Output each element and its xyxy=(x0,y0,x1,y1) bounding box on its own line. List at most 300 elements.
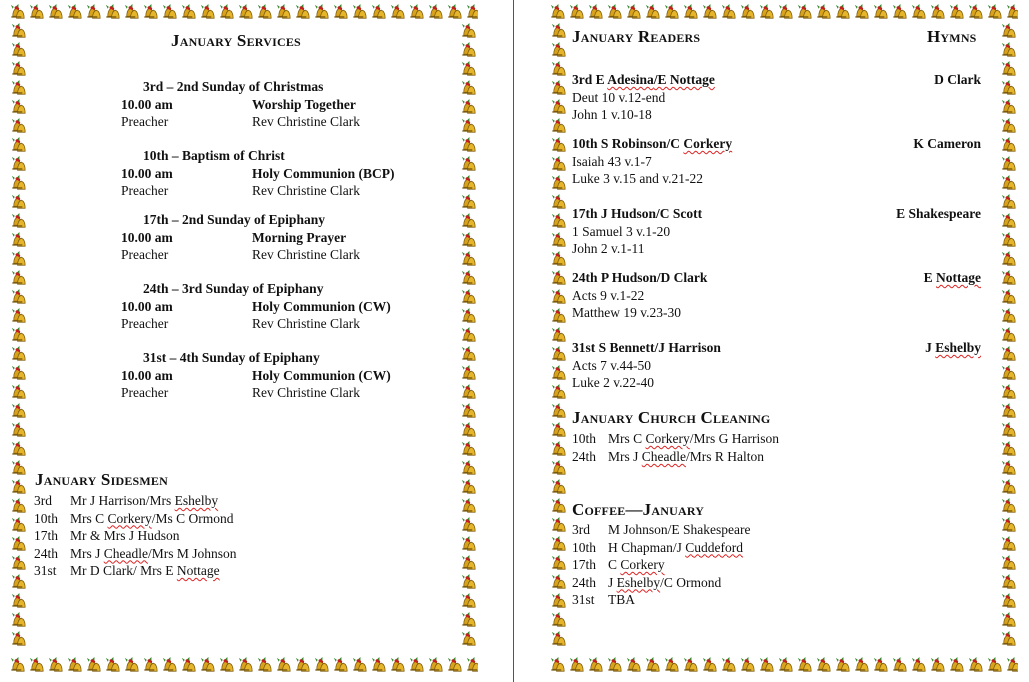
service-heading: 10th – Baptism of Christ xyxy=(143,148,285,163)
holly-bell-icon xyxy=(9,231,28,250)
name-text: Mrs C xyxy=(70,510,108,526)
name-text: /Mrs G Harrison xyxy=(689,431,780,446)
name-spellcheck: Eshelby xyxy=(174,493,219,508)
holly-bell-icon xyxy=(549,535,568,554)
holly-bell-icon xyxy=(388,656,407,675)
january-sidesmen-title: January Sidesmen xyxy=(35,470,168,489)
holly-bell-icon xyxy=(8,3,27,22)
reader-text: 10th S Robinson/C xyxy=(572,136,684,151)
name-spellcheck: Eshelby xyxy=(616,574,661,590)
sidesmen-date: 31st xyxy=(34,563,57,578)
service-name: Holy Communion (CW) xyxy=(252,367,391,383)
service-time: 10.00 am xyxy=(121,367,173,383)
service-role: Preacher xyxy=(121,183,169,198)
coffee-names xyxy=(608,556,665,573)
holly-bell-icon xyxy=(999,573,1018,592)
name-text: /Mrs M Johnson xyxy=(148,545,237,561)
holly-bell-icon xyxy=(549,193,568,212)
holly-bell-icon xyxy=(549,421,568,440)
holly-bell-icon xyxy=(909,656,928,675)
holly-bell-icon xyxy=(84,656,103,675)
holly-bell-icon xyxy=(459,22,478,41)
holly-bell-icon xyxy=(464,656,478,675)
holly-bell-icon xyxy=(9,383,28,402)
holly-bell-icon xyxy=(459,535,478,554)
holly-bell-border-top xyxy=(548,2,1018,22)
holly-bell-icon xyxy=(999,554,1018,573)
coffee-names xyxy=(608,591,635,608)
holly-bell-icon xyxy=(700,3,719,22)
holly-bell-icon xyxy=(459,269,478,288)
holly-bell-icon xyxy=(9,155,28,174)
holly-bell-icon xyxy=(586,3,605,22)
holly-bell-icon xyxy=(776,656,795,675)
holly-bell-icon xyxy=(445,3,464,22)
name-text: Mrs J xyxy=(608,449,642,464)
holly-bell-icon xyxy=(549,269,568,288)
holly-bell-icon xyxy=(890,656,909,675)
holly-bell-icon xyxy=(999,497,1018,516)
holly-bell-icon xyxy=(9,459,28,478)
name-spellcheck: Cheadle xyxy=(103,545,148,561)
reader-text: 3rd E xyxy=(572,72,608,87)
holly-bell-icon xyxy=(999,136,1018,155)
name-text: TBA xyxy=(608,592,635,607)
holly-bell-icon xyxy=(549,554,568,573)
holly-bell-icon xyxy=(999,345,1018,364)
holly-bell-icon xyxy=(757,656,776,675)
holly-bell-icon xyxy=(999,421,1018,440)
holly-bell-icon xyxy=(445,656,464,675)
service-name: Holy Communion (BCP) xyxy=(252,165,395,181)
reading-2: Luke 3 v.15 and v.21-22 xyxy=(572,171,703,186)
holly-bell-icon xyxy=(776,3,795,22)
service-person: Rev Christine Clark xyxy=(252,247,360,262)
hymn-person xyxy=(913,135,981,152)
holly-bell-icon xyxy=(999,307,1018,326)
coffee-date: 10th xyxy=(572,539,597,555)
service-role: Preacher xyxy=(121,316,169,331)
holly-bell-icon xyxy=(459,592,478,611)
sidesmen-names xyxy=(70,527,180,544)
sidesmen-names xyxy=(70,545,237,562)
service-time: 10.00 am xyxy=(121,229,173,245)
holly-bell-icon xyxy=(9,364,28,383)
holly-bell-icon xyxy=(46,3,65,22)
holly-bell-icon xyxy=(999,174,1018,193)
name-text: Mr D Clark/ Mrs E xyxy=(70,563,177,578)
holly-bell-icon xyxy=(549,288,568,307)
holly-bell-icon xyxy=(662,3,681,22)
name-spellcheck: Corkery xyxy=(107,510,152,526)
holly-bell-icon xyxy=(833,656,852,675)
holly-bell-icon xyxy=(928,656,947,675)
holly-bell-icon xyxy=(8,656,27,675)
holly-bell-icon xyxy=(459,212,478,231)
holly-bell-icon xyxy=(236,3,255,22)
holly-bell-icon xyxy=(459,231,478,250)
holly-bell-icon xyxy=(605,656,624,675)
holly-bell-icon xyxy=(160,656,179,675)
cleaning-date: 24th xyxy=(572,449,597,464)
hymn-person xyxy=(896,205,981,222)
name-text: /Mrs R Halton xyxy=(686,449,765,464)
holly-bell-icon xyxy=(549,326,568,345)
sidesmen-date: 24th xyxy=(34,545,59,561)
january-services-title: January Services xyxy=(171,31,301,50)
sidesmen-names xyxy=(70,492,218,509)
holly-bell-icon xyxy=(999,326,1018,345)
holly-bell-icon xyxy=(9,269,28,288)
holly-bell-icon xyxy=(871,656,890,675)
service-heading: 17th – 2nd Sunday of Epiphany xyxy=(143,212,325,227)
sidesmen-date: 3rd xyxy=(34,493,52,508)
january-readers-title: January Readers xyxy=(572,27,701,46)
holly-bell-icon xyxy=(9,630,28,649)
reader-text: 17th J Hudson/C Scott xyxy=(572,206,703,221)
holly-bell-icon xyxy=(549,117,568,136)
service-role: Preacher xyxy=(121,247,169,262)
holly-bell-icon xyxy=(160,3,179,22)
service-role: Preacher xyxy=(121,114,169,129)
holly-bell-icon xyxy=(549,402,568,421)
holly-bell-icon xyxy=(9,212,28,231)
holly-bell-icon xyxy=(459,136,478,155)
holly-bell-icon xyxy=(738,656,757,675)
holly-bell-icon xyxy=(198,656,217,675)
holly-bell-icon xyxy=(549,573,568,592)
coffee-names xyxy=(608,539,743,556)
holly-bell-icon xyxy=(549,440,568,459)
holly-bell-icon xyxy=(999,611,1018,630)
name-text: M Johnson/E Shakespeare xyxy=(608,522,751,537)
holly-bell-icon xyxy=(9,22,28,41)
holly-bell-icon xyxy=(459,79,478,98)
holly-bell-icon xyxy=(947,656,966,675)
holly-bell-icon xyxy=(459,345,478,364)
holly-bell-icon xyxy=(9,41,28,60)
holly-bell-icon xyxy=(999,288,1018,307)
holly-bell-icon xyxy=(122,3,141,22)
holly-bell-icon xyxy=(833,3,852,22)
holly-bell-icon xyxy=(9,497,28,516)
service-time: 10.00 am xyxy=(121,96,173,112)
hymn-spellcheck: Eshelby xyxy=(935,340,981,355)
reader-spellcheck: Adesina xyxy=(607,72,654,87)
holly-bell-icon xyxy=(312,3,331,22)
holly-bell-icon xyxy=(274,3,293,22)
reader-spellcheck: Corkery xyxy=(683,136,733,151)
holly-bell-icon xyxy=(27,656,46,675)
holly-bell-icon xyxy=(700,656,719,675)
holly-bell-icon xyxy=(548,3,567,22)
coffee-date: 17th xyxy=(572,557,597,572)
service-time: 10.00 am xyxy=(121,298,173,314)
holly-bell-border-right xyxy=(458,22,478,654)
reader-text: 31st S Bennett/J Harrison xyxy=(572,340,721,355)
holly-bell-icon xyxy=(459,497,478,516)
holly-bell-icon xyxy=(999,155,1018,174)
holly-bell-icon xyxy=(586,656,605,675)
holly-bell-icon xyxy=(46,656,65,675)
name-spellcheck: Nottage xyxy=(176,563,220,578)
holly-bell-icon xyxy=(999,269,1018,288)
name-text: C xyxy=(608,557,621,572)
holly-bell-icon xyxy=(426,656,445,675)
holly-bell-icon xyxy=(9,136,28,155)
holly-bell-icon xyxy=(999,478,1018,497)
coffee-date: 3rd xyxy=(572,522,590,537)
hymn-text: E Shakespeare xyxy=(896,206,981,221)
holly-bell-icon xyxy=(814,3,833,22)
holly-bell-icon xyxy=(624,656,643,675)
holly-bell-icon xyxy=(459,611,478,630)
reading-2: John 1 v.10-18 xyxy=(572,107,652,122)
holly-bell-icon xyxy=(407,3,426,22)
holly-bell-border-bottom xyxy=(8,655,478,675)
holly-bell-icon xyxy=(9,535,28,554)
page-divider xyxy=(513,0,514,682)
coffee-names xyxy=(608,521,750,538)
holly-bell-icon xyxy=(369,656,388,675)
name-text: /Ms C Ormond xyxy=(151,510,234,526)
holly-bell-icon xyxy=(9,250,28,269)
name-text: Mrs J xyxy=(70,545,104,561)
holly-bell-icon xyxy=(459,516,478,535)
service-name: Morning Prayer xyxy=(252,229,347,245)
name-text: /C Ormond xyxy=(660,574,722,590)
holly-bell-icon xyxy=(643,3,662,22)
holly-bell-icon xyxy=(9,98,28,117)
holly-bell-icon xyxy=(198,3,217,22)
holly-bell-icon xyxy=(9,402,28,421)
service-time: 10.00 am xyxy=(121,165,173,181)
reader-names xyxy=(572,339,721,356)
holly-bell-icon xyxy=(999,516,1018,535)
holly-bell-icon xyxy=(549,630,568,649)
holly-bell-icon xyxy=(999,402,1018,421)
holly-bell-icon xyxy=(369,3,388,22)
holly-bell-icon xyxy=(9,573,28,592)
coffee-date: 24th xyxy=(572,574,597,590)
holly-bell-icon xyxy=(9,60,28,79)
holly-bell-icon xyxy=(947,3,966,22)
reader-names xyxy=(572,71,715,88)
holly-bell-icon xyxy=(9,611,28,630)
holly-bell-icon xyxy=(331,656,350,675)
holly-bell-icon xyxy=(84,3,103,22)
cleaning-date: 10th xyxy=(572,431,597,446)
holly-bell-icon xyxy=(274,656,293,675)
holly-bell-icon xyxy=(999,535,1018,554)
holly-bell-icon xyxy=(624,3,643,22)
holly-bell-icon xyxy=(999,364,1018,383)
service-person: Rev Christine Clark xyxy=(252,114,360,129)
holly-bell-icon xyxy=(459,478,478,497)
service-name: Worship Together xyxy=(252,96,356,112)
service-heading: 3rd – 2nd Sunday of Christmas xyxy=(143,79,324,94)
holly-bell-icon xyxy=(65,656,84,675)
reading-1: Isaiah 43 v.1-7 xyxy=(572,153,652,169)
holly-bell-icon xyxy=(890,3,909,22)
holly-bell-icon xyxy=(719,656,738,675)
holly-bell-icon xyxy=(549,459,568,478)
holly-bell-icon xyxy=(985,3,1004,22)
holly-bell-icon xyxy=(966,3,985,22)
right-page xyxy=(534,0,1029,682)
holly-bell-icon xyxy=(549,307,568,326)
holly-bell-icon xyxy=(426,3,445,22)
holly-bell-icon xyxy=(459,60,478,79)
holly-bell-icon xyxy=(459,307,478,326)
holly-bell-icon xyxy=(388,3,407,22)
reading-2: Matthew 19 v.23-30 xyxy=(572,305,681,320)
holly-bell-icon xyxy=(459,402,478,421)
holly-bell-icon xyxy=(459,459,478,478)
reading-2: Luke 2 v.22-40 xyxy=(572,375,654,390)
name-spellcheck: Cheadle xyxy=(641,449,686,464)
holly-bell-icon xyxy=(549,22,568,41)
hymn-person xyxy=(934,71,981,88)
reading-2: John 2 v.1-11 xyxy=(572,241,645,256)
holly-bell-icon xyxy=(549,79,568,98)
holly-bell-icon xyxy=(459,573,478,592)
holly-bell-icon xyxy=(548,656,567,675)
holly-bell-icon xyxy=(549,41,568,60)
holly-bell-icon xyxy=(757,3,776,22)
holly-bell-icon xyxy=(662,656,681,675)
holly-bell-icon xyxy=(9,345,28,364)
january-church-cleaning-title: January Church Cleaning xyxy=(572,408,771,427)
holly-bell-icon xyxy=(27,3,46,22)
holly-bell-icon xyxy=(459,41,478,60)
holly-bell-icon xyxy=(9,592,28,611)
holly-bell-icon xyxy=(999,440,1018,459)
holly-bell-icon xyxy=(179,3,198,22)
holly-bell-icon xyxy=(179,656,198,675)
coffee-date: 31st xyxy=(572,592,595,607)
holly-bell-icon xyxy=(549,155,568,174)
holly-bell-icon xyxy=(407,656,426,675)
holly-bell-icon xyxy=(9,554,28,573)
holly-bell-icon xyxy=(9,193,28,212)
holly-bell-border-top xyxy=(8,2,478,22)
name-text: Mr & Mrs J Hudson xyxy=(70,528,180,543)
reading-1: Acts 9 v.1-22 xyxy=(572,287,645,303)
name-text: Mrs C xyxy=(608,431,646,446)
holly-bell-icon xyxy=(459,155,478,174)
holly-bell-icon xyxy=(464,3,478,22)
holly-bell-icon xyxy=(9,174,28,193)
holly-bell-icon xyxy=(549,364,568,383)
holly-bell-icon xyxy=(999,592,1018,611)
holly-bell-icon xyxy=(567,656,586,675)
holly-bell-icon xyxy=(928,3,947,22)
holly-bell-icon xyxy=(459,174,478,193)
holly-bell-icon xyxy=(350,656,369,675)
cleaning-names xyxy=(608,448,764,465)
holly-bell-icon xyxy=(459,630,478,649)
holly-bell-icon xyxy=(999,41,1018,60)
holly-bell-icon xyxy=(255,3,274,22)
holly-bell-icon xyxy=(999,193,1018,212)
holly-bell-icon xyxy=(549,98,568,117)
holly-bell-icon xyxy=(549,136,568,155)
holly-bell-icon xyxy=(999,383,1018,402)
reading-1: 1 Samuel 3 v.1-20 xyxy=(572,223,671,239)
coffee-names xyxy=(608,574,721,591)
holly-bell-icon xyxy=(459,117,478,136)
holly-bell-border-bottom xyxy=(548,655,1018,675)
holly-bell-icon xyxy=(966,656,985,675)
coffee-january-title: Coffee—January xyxy=(572,500,705,519)
holly-bell-icon xyxy=(852,3,871,22)
holly-bell-icon xyxy=(549,478,568,497)
holly-bell-icon xyxy=(999,117,1018,136)
service-person: Rev Christine Clark xyxy=(252,316,360,331)
holly-bell-icon xyxy=(9,440,28,459)
holly-bell-icon xyxy=(999,212,1018,231)
reading-1: Deut 10 v.12-end xyxy=(572,89,666,105)
reader-names xyxy=(572,135,732,152)
holly-bell-icon xyxy=(217,3,236,22)
holly-bell-icon xyxy=(103,3,122,22)
holly-bell-icon xyxy=(985,656,1004,675)
hymn-person xyxy=(925,339,981,356)
holly-bell-icon xyxy=(9,288,28,307)
holly-bell-icon xyxy=(999,79,1018,98)
sidesmen-names xyxy=(70,562,220,579)
holly-bell-icon xyxy=(549,516,568,535)
reader-names xyxy=(572,205,702,222)
holly-bell-icon xyxy=(567,3,586,22)
holly-bell-icon xyxy=(459,440,478,459)
holly-bell-icon xyxy=(681,656,700,675)
holly-bell-icon xyxy=(795,656,814,675)
holly-bell-icon xyxy=(459,554,478,573)
holly-bell-icon xyxy=(459,98,478,117)
holly-bell-icon xyxy=(1004,3,1018,22)
reader-text: 24th P Hudson/D Clark xyxy=(572,270,708,285)
holly-bell-icon xyxy=(999,250,1018,269)
service-name: Holy Communion (CW) xyxy=(252,298,391,314)
holly-bell-icon xyxy=(1004,656,1018,675)
holly-bell-icon xyxy=(293,3,312,22)
holly-bell-icon xyxy=(9,478,28,497)
holly-bell-icon xyxy=(331,3,350,22)
service-role: Preacher xyxy=(121,385,169,400)
holly-bell-icon xyxy=(459,193,478,212)
holly-bell-icon xyxy=(9,117,28,136)
holly-bell-icon xyxy=(459,250,478,269)
holly-bell-icon xyxy=(9,79,28,98)
hymn-text: K Cameron xyxy=(913,136,981,151)
holly-bell-border-right xyxy=(998,22,1018,654)
name-spellcheck: Cuddeford xyxy=(685,539,743,555)
holly-bell-icon xyxy=(9,326,28,345)
holly-bell-icon xyxy=(350,3,369,22)
holly-bell-icon xyxy=(549,592,568,611)
sidesmen-names xyxy=(70,510,234,527)
holly-bell-icon xyxy=(549,212,568,231)
holly-bell-icon xyxy=(141,3,160,22)
service-heading: 31st – 4th Sunday of Epiphany xyxy=(143,350,320,365)
hymn-text: J xyxy=(925,340,936,355)
hymns-title: Hymns xyxy=(927,27,977,46)
hymn-text: E xyxy=(923,270,937,285)
service-heading: 24th – 3rd Sunday of Epiphany xyxy=(143,281,324,296)
holly-bell-icon xyxy=(65,3,84,22)
